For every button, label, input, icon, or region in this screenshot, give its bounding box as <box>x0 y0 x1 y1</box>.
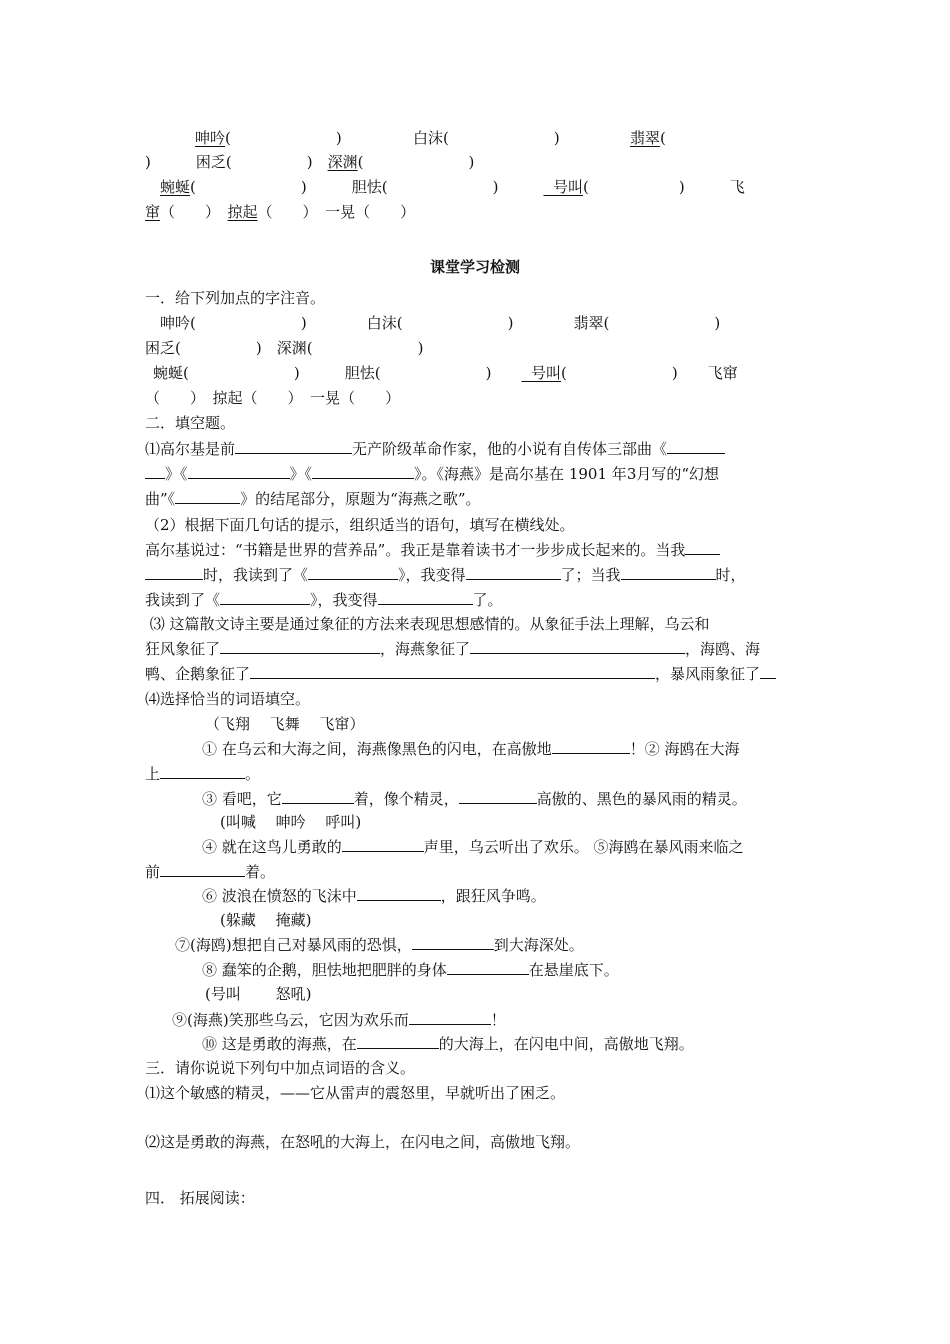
q1-heading: 一．给下列加点的字注音。 <box>145 289 326 307</box>
q4-heading: 四． 拓展阅读： <box>145 1189 255 1207</box>
q1-row2: 困乏( ) 深渊( ) <box>145 339 424 357</box>
pre-row4: 窜（ ） 掠起（ ） 一晃（ ） <box>145 203 416 221</box>
q2-s6: ⑥ 波浪在愤怒的飞沫中 ，跟狂风争鸣。 <box>202 887 546 905</box>
q2-p1-line3: 曲”《 》的结尾部分，原题为“海燕之歌”。 <box>145 490 481 508</box>
q2-heading: 二．填空题。 <box>145 414 236 432</box>
q2-s9: ⑨(海燕)笑那些乌云，它因为欢乐而 ！ <box>172 1011 506 1029</box>
q3-s1: ⑴这个敏感的精灵，——它从雷声的震怒里，早就听出了困乏。 <box>145 1084 566 1102</box>
q2-p1-line2: 》《 》《 》。《海燕》是高尔基在 1901 年3月写的“幻想 <box>145 464 719 484</box>
q2-words-4: (号叫 怒吼) <box>205 985 312 1003</box>
q2-p1-line1: ⑴高尔基是前 无产阶级革命作家，他的小说有自传体三部曲《 <box>145 439 725 459</box>
q3-heading: 三．请你说说下列句中加点词语的含义。 <box>145 1059 416 1077</box>
q3-s2: ⑵这是勇敢的海燕，在怒吼的大海上，在闪电之间，高傲地飞翔。 <box>145 1133 581 1151</box>
q1-row1: 呻吟( ) 白沫( ) 翡翠( ) <box>160 314 721 332</box>
q2-s4: ④ 就在这鸟儿勇敢的 声里，乌云听出了欢乐。 ⑤海鸥在暴风雨来临之 <box>202 838 744 856</box>
q2-p2-line1: 高尔基说过：“书籍是世界的营养品”。我正是靠着读书才一步步成长起来的。当我 <box>145 540 720 560</box>
q2-p2-head: （2）根据下面几句话的提示，组织适当的语句，填写在横线处。 <box>145 516 575 534</box>
q2-s10: ⑩ 这是勇敢的海燕，在 的大海上，在闪电中间，高傲地飞翔。 <box>202 1035 694 1053</box>
q2-s2: 上 。 <box>145 765 261 783</box>
q1-row4: （ ） 掠起（ ） 一晃（ ） <box>145 389 401 407</box>
q2-s3: ③ 看吧，它 着，像个精灵， 高傲的、黑色的暴风雨的精灵。 <box>202 790 747 808</box>
q1-row3: 蜿蜒( ) 胆怯( ) 号叫( ) 飞窜 <box>153 364 738 382</box>
q2-words-2: (叫喊 呻吟 呼叫) <box>220 813 362 831</box>
q2-p2-line2: 时，我读到了《 》，我变得 了；当我 时， <box>145 565 746 585</box>
q2-s8: ⑧ 蠢笨的企鹅，胆怯地把肥胖的身体 在悬崖底下。 <box>202 961 619 979</box>
q2-p3-line1: ⑶ 这篇散文诗主要是通过象征的方法来表现思想感情的。从象征手法上理解，乌云和 <box>149 615 710 633</box>
q2-p3-line3: 鸭、企鹅象征了 ，暴风雨象征了 <box>145 664 776 684</box>
section-title: 课堂学习检测 <box>429 258 520 276</box>
pre-word-shenyin: 呻吟( ) <box>195 129 342 147</box>
q2-p2-line3: 我读到了《 》，我变得 了。 <box>145 591 503 609</box>
q2-s1: ① 在乌云和大海之间，海燕像黑色的闪电，在高傲地 ！② 海鸥在大海 <box>202 740 740 758</box>
q2-s7: ⑦(海鸥)想把自己对暴风雨的恐惧， 到大海深处。 <box>175 936 584 954</box>
q2-words-1: （飞翔 飞舞 飞窜） <box>205 715 365 733</box>
pre-word-feicui: 翡翠( <box>630 129 666 147</box>
pre-row2: ) 困乏( ) 深渊( ) <box>145 153 475 171</box>
pre-row3: 蜿蜒( ) 胆怯( ) 号叫( ) 飞 <box>160 178 745 196</box>
q2-s5: 前 着。 <box>145 863 276 881</box>
q2-words-3: (躲藏 掩藏) <box>220 911 312 929</box>
pre-word-baimo: 白沫( ) <box>413 129 560 147</box>
q2-p4-head: ⑷选择恰当的词语填空。 <box>145 690 311 708</box>
q2-p3-line2: 狂风象征了 ，海燕象征了 ，海鸥、海 <box>145 640 761 658</box>
